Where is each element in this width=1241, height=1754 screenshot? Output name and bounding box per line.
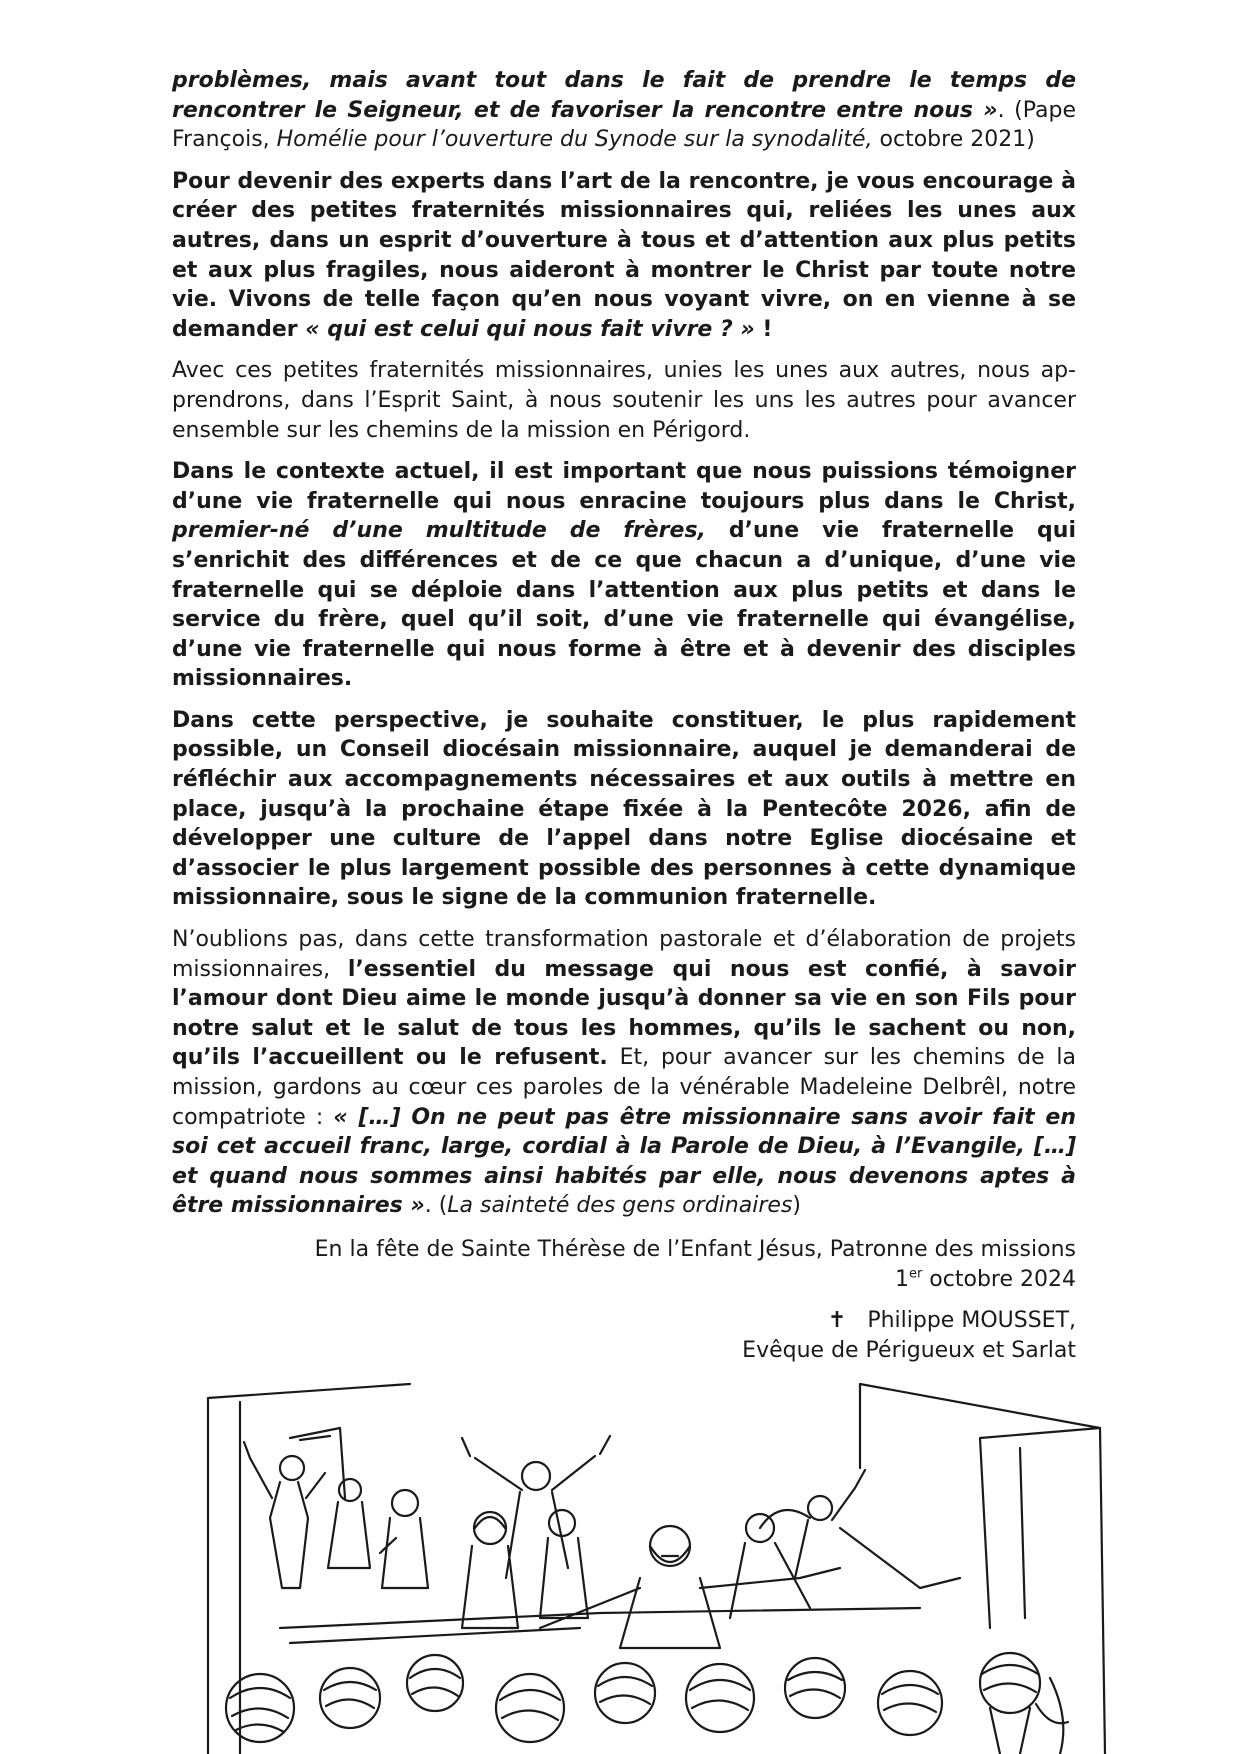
dateline-day-suffix: er xyxy=(908,1266,923,1282)
text-run: Dans le contexte actuel, il est important que nous puissions témoigner d’une vie fraternelle qui nous enracine toujours plus dans le Christ, xyxy=(172,459,1076,514)
text-run: . ( xyxy=(424,1193,448,1219)
text-run: Et, pour avancer sur les chemins de la mission, gardons au cœur ces paroles de la vénérable Madeleine Delbrêl, notre compatriote : xyxy=(172,1045,1077,1130)
paragraph xyxy=(172,167,1076,345)
text-run: Avec ces petites fraternités missionnaires, unies les unes aux autres, nous apprendrons, dans l’Esprit Saint, à nous soutenir les uns les autres pour avancer ensemble sur les chemins de la mission en Périgord. xyxy=(172,358,1076,443)
paragraph-container xyxy=(172,66,1076,1221)
paragraph xyxy=(172,457,1076,694)
text-run: octobre 2021) xyxy=(872,127,1035,153)
paragraph xyxy=(172,356,1076,445)
text-run: « qui est celui qui nous fait vivre ? » xyxy=(305,316,755,342)
text-run: Dans cette perspective, je souhaite constituer, le plus rapidement possible, un Conseil diocésain missionnaire, auquel je demanderai de réfléchir aux accompagnements nécessaires et aux outils à mettre en place, jusqu’à la prochaine étape fixée à la Pentecôte 2026, afin de développer une culture de l’appel dans notre Eglise diocésaine et d’associer le plus largement possible des personnes à cette dynamique missionnaire, sous le signe de la communion fraternelle. xyxy=(172,707,1076,911)
dateline-month-year: octobre 2024 xyxy=(922,1266,1076,1292)
signature-title: Evêque de Périgueux et Sarlat xyxy=(742,1337,1076,1363)
text-run: l’essentiel du message qui nous est confié, à savoir l’amour dont Dieu aime le monde jusqu’à donner sa vie en son Fils pour notre salut et le salut de tous les hommes, qu’ils le sachent ou non, qu’ils l’accueillent ou le refusent. xyxy=(172,956,1076,1071)
dateline-day: 1 xyxy=(894,1266,909,1292)
paragraph xyxy=(172,706,1076,913)
signature-block xyxy=(172,1306,1076,1365)
text-run: N’oublions pas, dans cette transformation pastorale et d’élaboration de projets missionnaires, xyxy=(172,927,1076,982)
text-run: problèmes, mais avant tout dans le fait de prendre le temps de rencontrer le Seigneur, et de favoriser la rencontre entre nous » xyxy=(172,68,1076,123)
text-run: d’une vie fraternelle qui s’enrichit des différences et de ce que chacun a d’unique, d’une vie fraternelle qui se déploie dans l’attention aux plus petits et dans le service du frère, quel qu’il soit, d’une vie fraternelle qui évangélise, d’une vie fraternelle qui nous forme à être et à devenir des disciples missionnaires. xyxy=(172,518,1076,692)
dateline-feast: En la fête de Sainte Thérèse de l’Enfant Jésus, Patronne des missions xyxy=(314,1236,1076,1262)
text-run: Pour devenir des experts dans l’art de la rencontre, je vous encourage à créer des petites fraternités missionnaires qui, reliées les unes aux autres, dans un esprit d’ouverture à tous et d’attention aux plus petits et aux plus fragiles, nous aideront à montrer le Christ par toute notre vie. Vivons de telle façon qu’en nous voyant vivre, on en vienne à se demander xyxy=(172,168,1076,342)
text-run: premier-né d’une multitude de frères, xyxy=(172,518,706,544)
line-drawing-of-crowd-around-christ-icon xyxy=(200,1378,1120,1754)
letter-body xyxy=(172,66,1076,1377)
dateline xyxy=(172,1235,1076,1294)
paragraph xyxy=(172,925,1076,1221)
text-run: Homélie pour l’ouverture du Synode sur la synodalité, xyxy=(276,127,873,153)
paragraph xyxy=(172,66,1076,155)
text-run: ! xyxy=(754,316,773,342)
text-run: . (Pape François, xyxy=(172,97,1076,153)
cross-icon: ✝ xyxy=(827,1308,847,1334)
signature-name: Philippe MOUSSET, xyxy=(867,1308,1076,1334)
text-run: La sainteté des gens ordinaires xyxy=(447,1193,793,1219)
text-run: « […] On ne peut pas être missionnaire sans avoir fait en soi cet accueil franc, large, cordial à la Parole de Dieu, à l’Evangile, […] et quand nous sommes ainsi habités par elle, nous devenons aptes à être missionnaires » xyxy=(172,1104,1076,1219)
text-run: ) xyxy=(792,1193,801,1219)
crowd-illustration xyxy=(200,1378,1120,1754)
